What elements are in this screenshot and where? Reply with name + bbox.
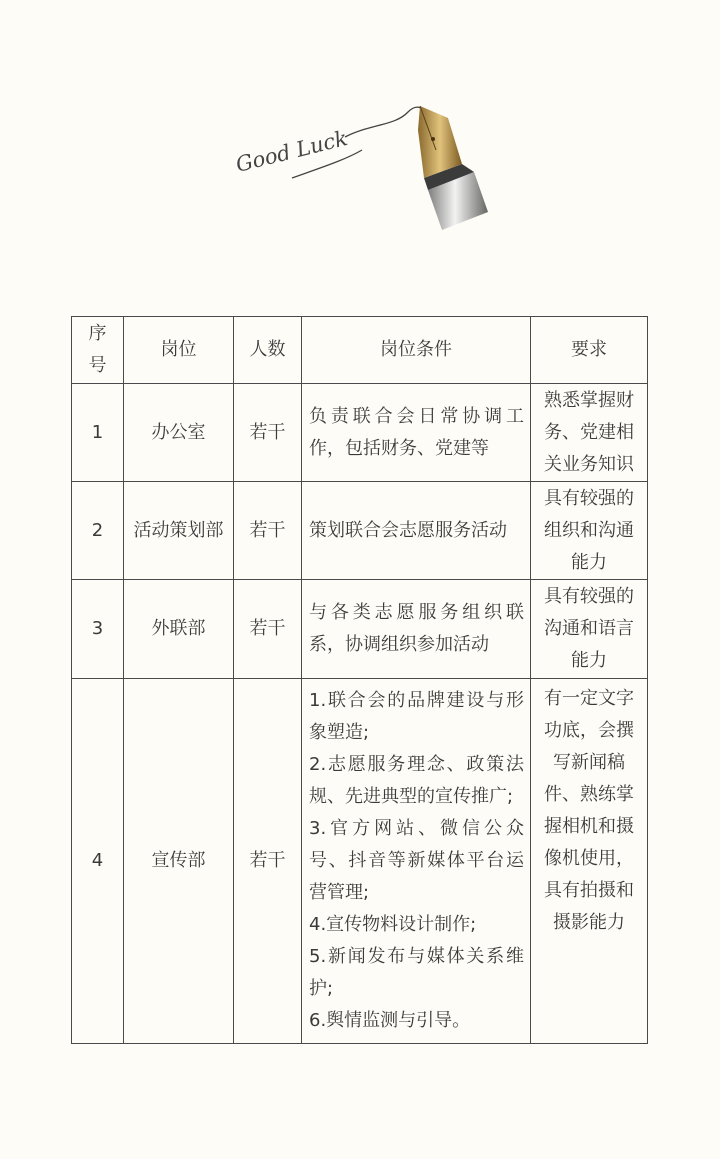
row-seq: 3 (72, 580, 124, 679)
table-row (72, 384, 648, 482)
row-requirements: 熟悉掌握财务、党建相关业务知识 (531, 384, 648, 482)
row-conditions (302, 384, 531, 482)
row-seq: 1 (72, 384, 124, 482)
header-requirements: 要求 (531, 317, 648, 384)
header-position: 岗位 (124, 317, 234, 384)
row-position: 活动策划部 (124, 482, 234, 580)
row-conditions (302, 482, 531, 580)
header-pen-illustration (0, 0, 720, 260)
table-row (72, 580, 648, 679)
row-conditions (302, 580, 531, 679)
row-requirements: 具有较强的沟通和语言能力 (531, 580, 648, 679)
condition-line: 2.志愿服务理念、政策法规、先进典型的宣传推广; (309, 754, 524, 807)
row-requirements: 有一定文字功底，会撰写新闻稿件、熟练掌握相机和摄像机使用，具有拍摄和摄影能力 (531, 679, 648, 1044)
row-count: 若干 (234, 679, 302, 1044)
row-count: 若干 (234, 482, 302, 580)
row-position: 外联部 (124, 580, 234, 679)
condition-line: 1.联合会的品牌建设与形象塑造; (309, 690, 524, 743)
table-row (72, 482, 648, 580)
row-seq: 4 (72, 679, 124, 1044)
condition-line: 与各类志愿服务组织联系，协调组织参加活动 (309, 602, 524, 655)
table-header-row (72, 317, 648, 384)
fountain-pen-icon (418, 106, 488, 230)
recruitment-table (71, 316, 648, 1044)
row-position: 宣传部 (124, 679, 234, 1044)
row-count: 若干 (234, 384, 302, 482)
condition-line: 6.舆情监测与引导。 (309, 1010, 471, 1031)
header-seq-label: 序号 (88, 323, 107, 376)
condition-line: 3.官方网站、微信公众号、抖音等新媒体平台运营管理; (309, 818, 524, 903)
condition-line: 策划联合会志愿服务活动 (309, 519, 507, 541)
row-conditions (302, 679, 531, 1044)
header-count: 人数 (234, 317, 302, 384)
row-count: 若干 (234, 580, 302, 679)
header-conditions: 岗位条件 (302, 317, 531, 384)
condition-line: 4.宣传物料设计制作; (309, 914, 477, 935)
condition-line: 负责联合会日常协调工作，包括财务、党建等 (309, 405, 524, 459)
ruled-lines (0, 98, 720, 213)
header-seq (72, 317, 124, 384)
good-luck-script: Good Luck (233, 125, 350, 177)
row-requirements: 具有较强的组织和沟通能力 (531, 482, 648, 580)
script-flourish (345, 107, 421, 137)
condition-line: 5.新闻发布与媒体关系维护; (309, 946, 524, 999)
row-position: 办公室 (124, 384, 234, 482)
row-seq: 2 (72, 482, 124, 580)
table-row (72, 679, 648, 1044)
